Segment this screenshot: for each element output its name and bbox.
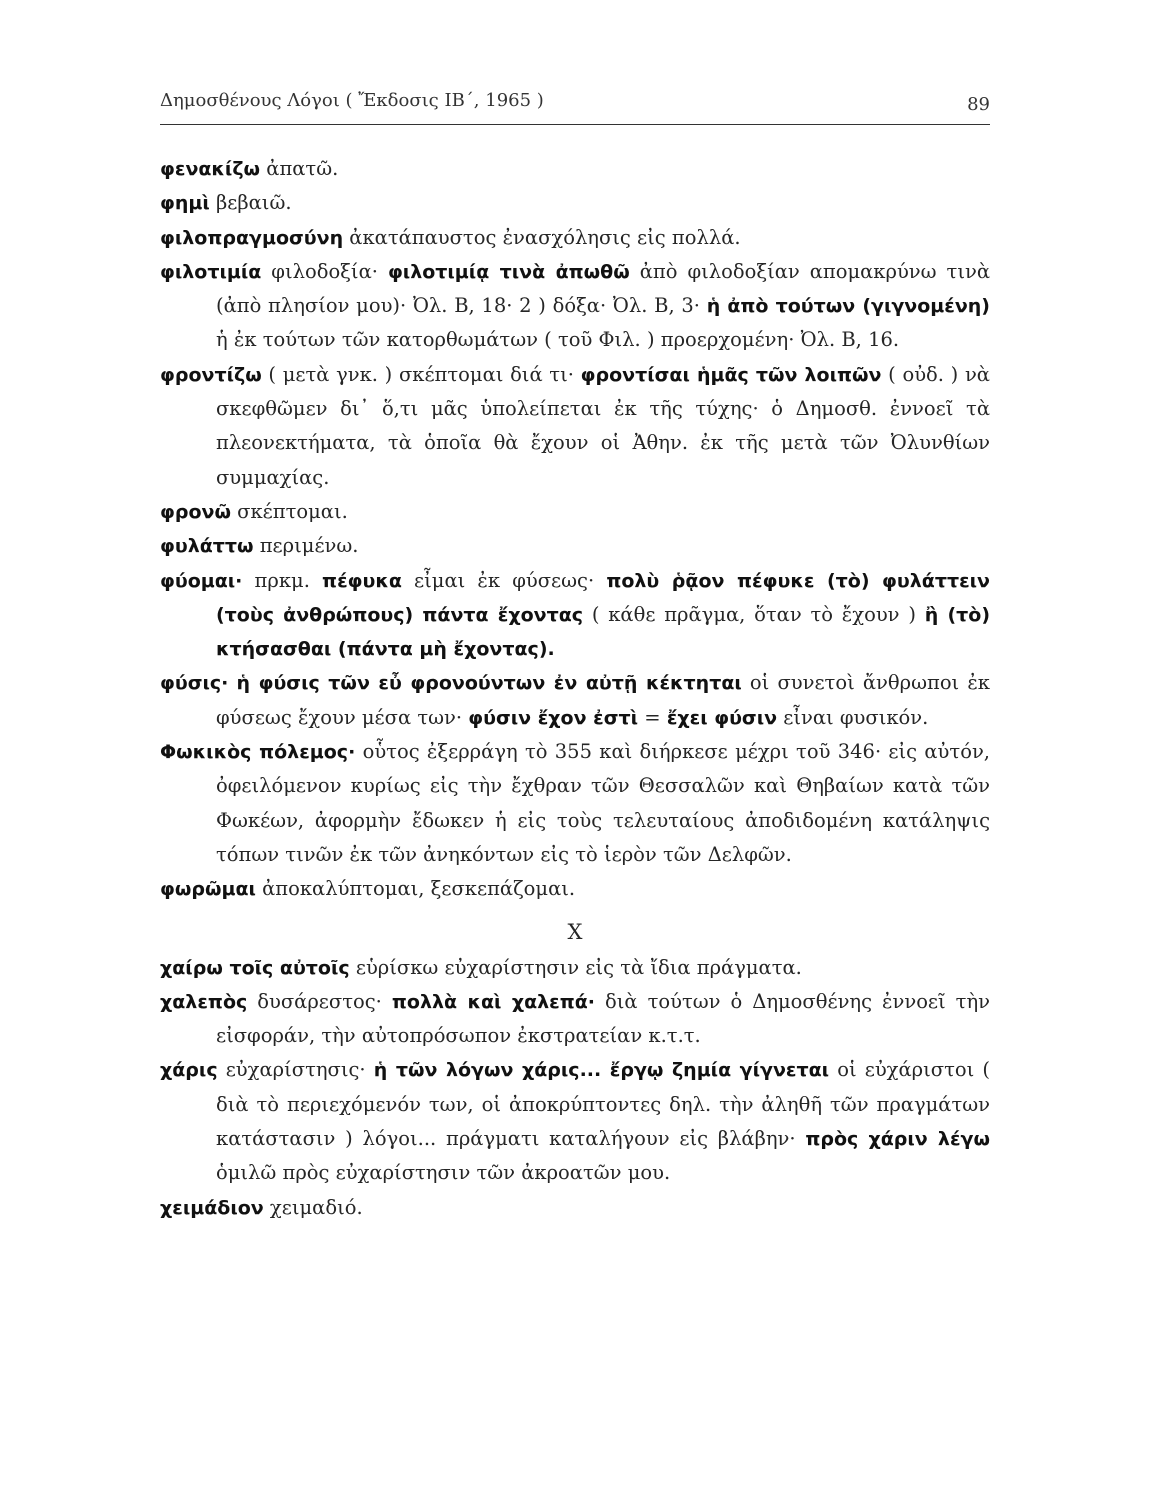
glossary-entry <box>160 221 990 255</box>
running-header <box>160 88 990 125</box>
glossary-entry <box>160 872 990 906</box>
page-number: 89 <box>967 94 990 115</box>
glossary-entry <box>160 495 990 529</box>
definition: ὁμιλῶ πρὸς εὐχαρίστησιν τῶν ἀκροατῶν μου. <box>216 1161 671 1185</box>
glossary-body <box>160 152 990 1225</box>
definition: ἀπὸ φιλοδοξίαν απομακρύνω τινὰ (ἀπὸ πλησίον μου)· Ὀλ. Β, 18· 2 ) δόξα· Ὀλ. Β, 3· <box>216 259 991 318</box>
glossary-entry <box>160 529 990 563</box>
definition: σκέπτομαι. <box>230 499 348 523</box>
definition: διὰ τούτων ὁ Δημοσθένης ἐννοεῖ τὴν εἰσφοράν, τὴν αὐτοπρόσωπον ἐκστρατείαν κ.τ.τ. <box>216 989 990 1048</box>
phrase: ἢ (τὸ) κτήσασθαι (πάντα μὴ ἔχοντας). <box>216 603 991 661</box>
definition: εἶμαι ἐκ φύσεως· <box>401 568 607 592</box>
headword: φιλοτιμία <box>160 260 262 283</box>
headword: φωρῶμαι <box>160 878 256 901</box>
definition: ἀκατάπαυστος ἐνασχόλησις εἰς πολλά. <box>343 225 741 249</box>
headword: φενακίζω <box>160 158 261 180</box>
definition: ( οὐδ. ) νὰ σκεφθῶμεν δι᾽ ὅ,τι μᾶς ὑπολείπεται ἐκ τῆς τύχης· ὁ Δημοσθ. ἐννοεῖ τὰ πλεονεκτήματα, τὰ ὁποῖα θὰ ἔχουν οἱ Ἀθην. ἐκ τῆς μετὰ τῶν Ὀλυνθίων συμμαχίας. <box>216 362 990 489</box>
glossary-entry <box>160 564 990 667</box>
definition: ( κάθε πρᾶγμα, ὅταν τὸ ἔχουν ) <box>583 602 925 626</box>
headword: χαλεπὸς <box>160 990 248 1013</box>
definition: εὑρίσκω εὐχαρίστησιν εἰς τὰ ἴδια πράγματα. <box>349 955 802 979</box>
phrase: πολὺ ῥᾷον πέφυκε (τὸ) φυλάττειν (τοὺς ἀνθρώπους) πάντα ἔχοντας <box>216 569 990 626</box>
phrase: ἡ ἀπὸ τούτων (γιγνομένη) <box>706 295 990 318</box>
phrase: ἔχει φύσιν <box>666 706 778 729</box>
definition: ἀπατῶ. <box>260 157 339 180</box>
definition: βεβαιῶ. <box>209 191 292 215</box>
headword: χαίρω <box>160 956 223 979</box>
definition: ἡ ἐκ τούτων τῶν κατορθωμάτων ( τοῦ Φιλ. ) προερχομένη· Ὀλ. Β, 16. <box>216 328 900 352</box>
definition: εἶναι φυσικόν. <box>777 705 929 729</box>
glossary-entry <box>160 666 990 735</box>
phrase: φροντίσαι ἡμᾶς τῶν λοιπῶν <box>580 363 882 386</box>
glossary-entry <box>160 985 990 1054</box>
phrase: πολλὰ καὶ χαλεπά· <box>391 990 596 1013</box>
phrase: πέφυκα <box>322 569 402 592</box>
headword: φημὶ <box>160 192 210 215</box>
headword: Φωκικὸς πόλεμος· <box>160 741 356 764</box>
definition: φιλοδοξία· <box>261 259 388 283</box>
headword: φρονῶ <box>160 500 231 523</box>
phrase: τοῖς αὐτοῖς <box>222 956 350 979</box>
definition: οἱ εὐχάριστοι ( διὰ τὸ περιεχόμενόν των, οἱ ἀποκρύπτοντες δηλ. τὴν ἀληθῆ τῶν πραγμάτων κατάστασιν ) λόγοι... πράγματι καταλήγουν εἰς βλάβην· <box>216 1058 991 1151</box>
headword: φύομαι· <box>160 569 243 592</box>
definition: ( μετὰ γνκ. ) σκέπτομαι διά τι· <box>261 362 581 386</box>
glossary-entry <box>160 1191 990 1225</box>
definition: πρκμ. <box>242 568 323 592</box>
phrase: ἡ φύσις τῶν εὖ φρονούντων ἐν αὐτῇ κέκτηται <box>236 672 742 695</box>
phrase: φιλοτιμίᾳ τινὰ ἀπωθῶ <box>387 260 630 283</box>
glossary-entry <box>160 951 990 985</box>
phrase: πρὸς χάριν λέγω <box>805 1128 990 1151</box>
definition <box>228 671 236 694</box>
definition: οὗτος ἐξερράγη τὸ 355 καὶ διήρκεσε μέχρι τοῦ 346· εἰς αὐτόν, ὀφειλόμενον κυρίως εἰς τὴν ἔχθραν τῶν Θεσσαλῶν καὶ Θηβαίων κατὰ τῶν Φωκέων, ἀφορμὴν ἔδωκεν ἡ εἰς τοὺς τελευταίους ἀποδιδομένη κατάληψις τόπων τινῶν ἐκ τῶν ἀνηκόντων εἰς τὸ ἱερὸν τῶν Δελφῶν. <box>216 740 990 866</box>
definition: = <box>638 705 667 729</box>
glossary-entry <box>160 186 990 220</box>
phrase: ἡ τῶν λόγων χάρις... ἔργῳ ζημία γίγνεται <box>373 1059 830 1082</box>
headword: φροντίζω <box>160 363 262 386</box>
phrase: φύσιν ἔχον ἐστὶ <box>468 706 639 729</box>
headword: φιλοπραγμοσύνη <box>160 226 344 249</box>
glossary-entry <box>160 358 990 495</box>
definition: χειμαδιό. <box>263 1195 363 1219</box>
definition: εὐχαρίστησις· <box>217 1058 374 1082</box>
headword: χειμάδιον <box>160 1196 264 1219</box>
glossary-entry <box>160 152 990 186</box>
headword: φυλάττω <box>160 535 254 558</box>
header-title: Δημοσθένους Λόγοι ( Ἔκδοσις ΙΒ΄, 1965 ) <box>160 90 544 111</box>
definition: οἱ συνετοὶ ἄνθρωποι ἐκ φύσεως ἔχουν μέσα των· <box>216 671 990 729</box>
glossary-entry <box>160 255 990 358</box>
headword: φύσις· <box>160 672 229 695</box>
definition: δυσάρεστος· <box>247 989 392 1013</box>
headword: χάρις <box>160 1059 218 1082</box>
definition: περιμένω. <box>253 534 359 558</box>
definition: ἀποκαλύπτομαι, ξεσκεπάζομαι. <box>255 877 576 901</box>
section-letter: X <box>567 919 583 944</box>
glossary-entry <box>160 735 990 872</box>
glossary-entry <box>160 1053 990 1190</box>
